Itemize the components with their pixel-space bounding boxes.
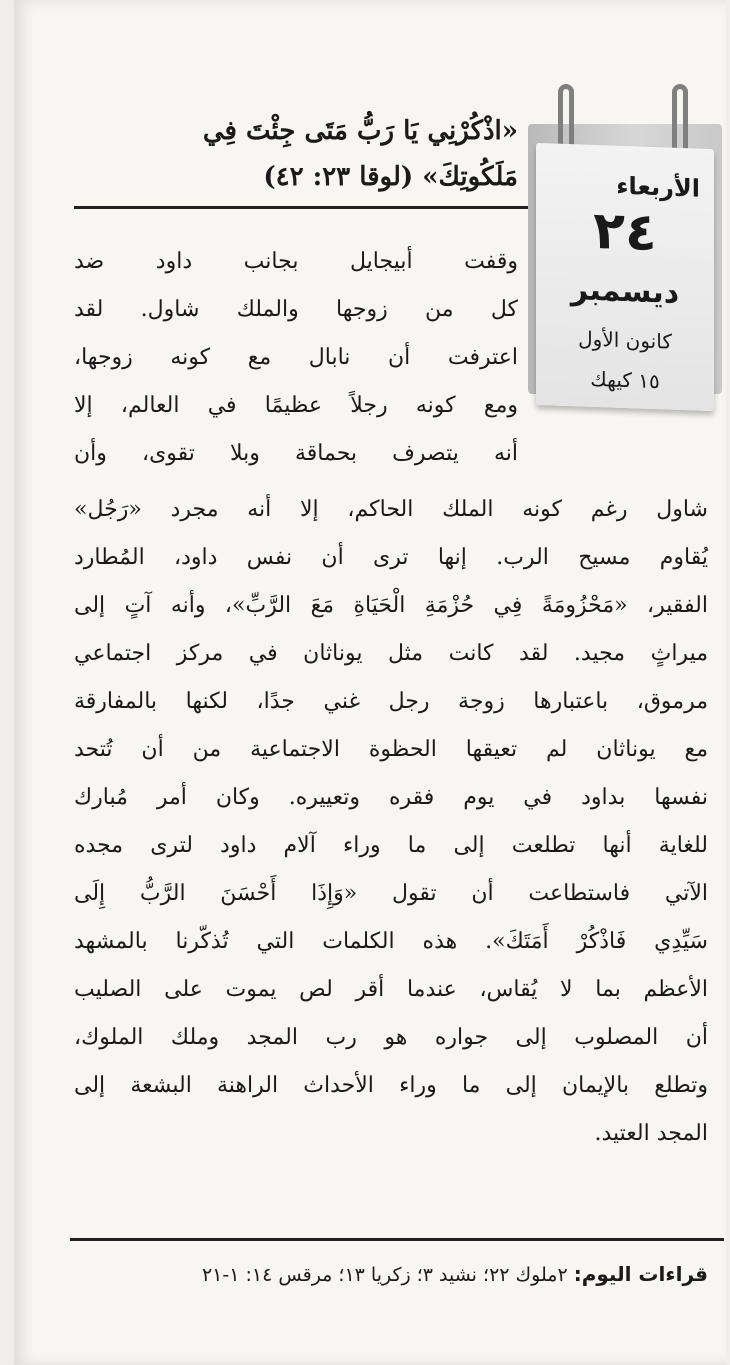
footer-divider: [70, 1238, 724, 1241]
calendar-coptic-date: ١٥ كيهك: [590, 366, 660, 394]
text-line: ومع كونه رجلاً عظيمًا في العالم، إلا: [74, 393, 518, 418]
text-line: للغاية أنها تطلعت إلى ما وراء آلام داود لترى مجده: [74, 833, 708, 858]
calendar-month: ديسمبر: [570, 272, 680, 311]
text-line: سَيِّدِي فَاذْكُرْ أَمَتَكَ». هذه الكلمات التي تُذكّرنا بالمشهد: [74, 929, 708, 954]
text-line: ميراثٍ مجيد. لقد كانت مثل يوناثان في مركز اجتماعي: [74, 641, 708, 666]
body-text-wide: [74, 486, 708, 1158]
verse-divider: [74, 206, 528, 209]
text-line: نفسها بداود في يوم فقره وتعييره. وكان أمر مُبارك: [74, 785, 708, 810]
text-line: اعترفت أن نابال مع كونه زوجها،: [74, 345, 518, 370]
calendar-syriac-month: كانون الأول: [578, 326, 672, 354]
calendar-day-name: الأربعاء: [616, 171, 700, 203]
text-line: الفقير، «مَحْزُومَةً فِي حُزْمَةِ الْحَيَاةِ مَعَ الرَّبِّ»، وأنه آتٍ إلى: [74, 593, 708, 618]
daily-readings: [48, 1262, 708, 1286]
text-line: أن المصلوب إلى جواره هو رب المجد وملك الملوك،: [74, 1025, 708, 1050]
text-line: مع يوناثان لم تعيقها الحظوة الاجتماعية من أن تُتحد: [74, 737, 708, 762]
body-text-narrow: [74, 238, 518, 478]
text-line: أنه يتصرف بحماقة وبلا تقوى، وأن: [74, 441, 518, 466]
text-line: يُقاوم مسيح الرب. إنها ترى أن نفس داود، المُطارد: [74, 545, 708, 570]
text-line: مرموق، باعتبارها زوجة رجل غني جدًا، لكنها بالمفارقة: [74, 689, 708, 714]
calendar-date-number: ٢٤: [593, 200, 657, 264]
text-line: شاول رغم كونه الملك الحاكم، إلا أنه مجرد «رَجُل»: [74, 497, 708, 522]
text-line: وقفت أبيجايل بجانب داود ضد: [74, 249, 518, 274]
readings-list: ٢ملوك ٢٢؛ نشيد ٣؛ زكريا ١٣؛ مرقس ١٤: ١-٢١: [201, 1264, 568, 1286]
calendar-icon: [528, 124, 722, 424]
readings-label: قراءات اليوم:: [573, 1262, 708, 1286]
text-line: المجد العتيد.: [594, 1121, 708, 1146]
text-line: الآتي فاستطاعت أن تقول «وَإِذَا أَحْسَنَ الرَّبُّ إِلَى: [74, 881, 708, 906]
verse-line: مَلَكُوتِكَ» (لوقا ٢٣: ٤٢): [263, 162, 518, 192]
text-line: وتطلع بالإيمان إلى ما وراء الأحداث الراهنة البشعة إلى: [74, 1073, 708, 1098]
verse-line: «اذْكُرْنِي يَا رَبُّ مَتَى جِئْتَ فِي: [202, 116, 518, 146]
verse-heading: [78, 108, 518, 200]
calendar-sheet: [536, 143, 714, 411]
text-line: الأعظم بما لا يُقاس، عندما أقر لص يموت على الصليب: [74, 977, 708, 1002]
text-line: كل من زوجها والملك شاول. لقد: [74, 297, 518, 322]
